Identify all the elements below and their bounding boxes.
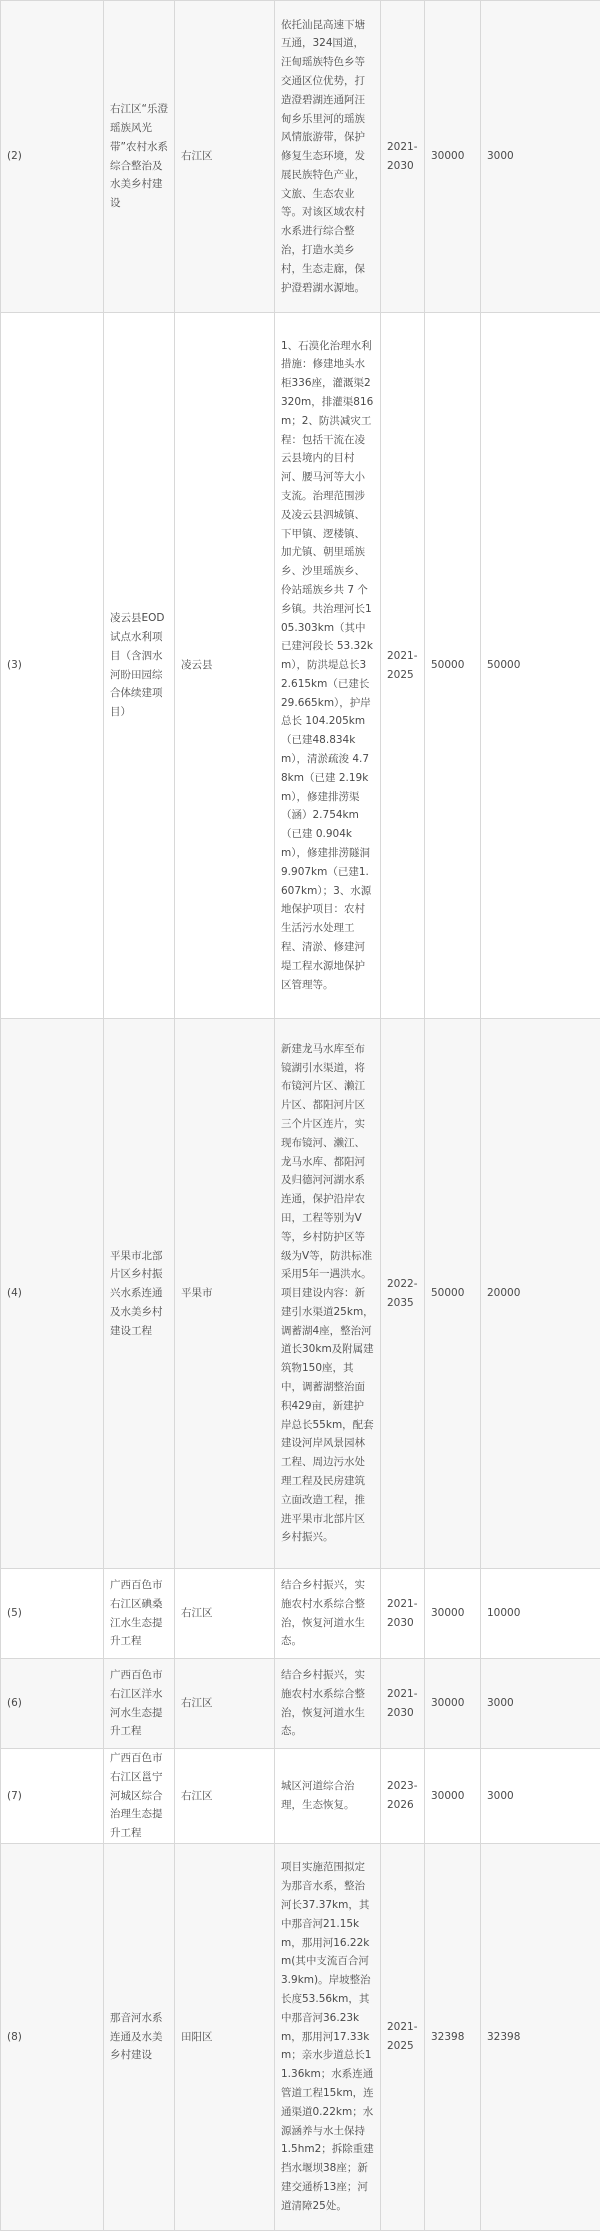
- project-content: 新建龙马水库至布镜湖引水渠道，将布镜河片区、濑江片区、都阳河片区三个片区连片，实现布镜河、濑江、龙马水库、都阳河及归德河河湖水系连通，保护沿岸农田，工程等别为V等，乡村防护区等级为V等，防洪标准采用5年一遇洪水。项目建设内容：新建引水渠道25km，调蓄湖4座，整治河道长30km及附属建筑物150座，其中，调蓄湖整治面积429亩，新建护岸总长55km，配套建设河岸风景园林工程、周边污水处理工程及民房建筑立面改造工程，推进平果市北部片区乡村振兴。: [275, 1019, 381, 1569]
- project-total: 50000: [425, 313, 481, 1019]
- row-number: (3): [1, 313, 104, 1019]
- row-number: (5): [1, 1569, 104, 1659]
- project-content: 依托汕昆高速下塘互通，324国道，汪甸瑶族特色乡等交通区位优势，打造澄碧湖连通阿汪甸乡乐里河的瑶族风情旅游带，保护修复生态环境，发展民族特色产业，文旅、生态农业等。对该区域农村水系进行综合整治，打造水美乡村，生态走廊，保护澄碧湖水源地。: [275, 1, 381, 313]
- table-row: [1, 1659, 600, 1749]
- project-name: 广西百色市右江区碘桑江水生态提升工程: [104, 1569, 175, 1659]
- row-number: (2): [1, 1, 104, 313]
- project-name: 广西百色市右江区洋水河水生态提升工程: [104, 1659, 175, 1749]
- project-name: 那音河水系连通及水美乡村建设: [104, 1843, 175, 2230]
- project-content: 城区河道综合治理，生态恢复。: [275, 1749, 381, 1844]
- project-amount: 3000: [481, 1749, 600, 1844]
- table-row: [1, 1749, 600, 1844]
- project-period: 2021-2025: [381, 1843, 425, 2230]
- project-name: 平果市北部片区乡村振兴水系连通及水美乡村建设工程: [104, 1019, 175, 1569]
- project-name: 右江区“乐澄瑶族风光带”农村水系综合整治及水美乡村建设: [104, 1, 175, 313]
- table-row: [1, 1843, 600, 2230]
- project-total: 30000: [425, 1, 481, 313]
- project-amount: 32398: [481, 1843, 600, 2230]
- project-amount: 10000: [481, 1569, 600, 1659]
- project-region: 右江区: [175, 1569, 275, 1659]
- project-amount: 20000: [481, 1019, 600, 1569]
- project-region: 平果市: [175, 1019, 275, 1569]
- project-period: 2023-2026: [381, 1749, 425, 1844]
- project-region: 凌云县: [175, 313, 275, 1019]
- project-period: 2021-2025: [381, 313, 425, 1019]
- project-total: 30000: [425, 1659, 481, 1749]
- row-number: (8): [1, 1843, 104, 2230]
- project-region: 右江区: [175, 1659, 275, 1749]
- project-content: 结合乡村振兴，实施农村水系综合整治，恢复河道水生态。: [275, 1569, 381, 1659]
- table-row: [1, 1569, 600, 1659]
- table-row: [1, 1, 600, 313]
- project-amount: 3000: [481, 1, 600, 313]
- project-total: 30000: [425, 1749, 481, 1844]
- project-amount: 50000: [481, 313, 600, 1019]
- table-row: [1, 313, 600, 1019]
- project-content: 1、石漠化治理水利措施：修建地头水柜336座，灌溉渠2320m，排灌渠816m；2、防洪减灾工程：包括干流在凌云县境内的目村河、腰马河等大小支流。治理范围涉及凌云县泗城镇、下甲镇、逻楼镇、加尤镇、朝里瑶族乡、沙里瑶族乡、伶站瑶族乡共 7 个乡镇。共治理河长105.303km（其中已建河段长 53.32km），防洪堤总长32.615km（已建长29.665km），护岸总长 104.205km（已建48.834km），清淤疏浚 4.78km（已建 2.19km），修建排涝渠（涵）2.754km（已建 0.904km），修建排涝隧洞 9.907km（已建1.607km）；3、水源地保护项目：农村生活污水处理工程、清淤、修建河堤工程水源地保护区管理等。: [275, 313, 381, 1019]
- project-content: 结合乡村振兴，实施农村水系综合整治，恢复河道水生态。: [275, 1659, 381, 1749]
- row-number: (7): [1, 1749, 104, 1844]
- project-total: 30000: [425, 1569, 481, 1659]
- row-number: (4): [1, 1019, 104, 1569]
- project-region: 右江区: [175, 1, 275, 313]
- project-amount: 3000: [481, 1659, 600, 1749]
- project-period: 2021-2030: [381, 1569, 425, 1659]
- project-name: 广西百色市右江区邕宁河城区综合治理生态提升工程: [104, 1749, 175, 1844]
- row-number: (6): [1, 1659, 104, 1749]
- project-region: 右江区: [175, 1749, 275, 1844]
- project-region: 田阳区: [175, 1843, 275, 2230]
- project-total: 50000: [425, 1019, 481, 1569]
- project-content: 项目实施范围拟定为那音水系，整治河长37.37km，其中那音河21.15km，那用河16.22km(其中支流百合河3.9km)。岸坡整治长度53.56km，其中那音河36.23km，那用河17.33km；亲水步道总长11.36km；水系连通管道工程15km，连通渠道0.22km；水源涵养与水土保持1.5hm2；拆除重建挡水堰坝38座；新建交通桥13座；河道清障25处。: [275, 1843, 381, 2230]
- project-period: 2022-2035: [381, 1019, 425, 1569]
- project-name: 凌云县EOD试点水利项目（含泗水河盼田园综合体续建项目）: [104, 313, 175, 1019]
- project-total: 32398: [425, 1843, 481, 2230]
- project-period: 2021-2030: [381, 1659, 425, 1749]
- table-row: [1, 1019, 600, 1569]
- project-period: 2021-2030: [381, 1, 425, 313]
